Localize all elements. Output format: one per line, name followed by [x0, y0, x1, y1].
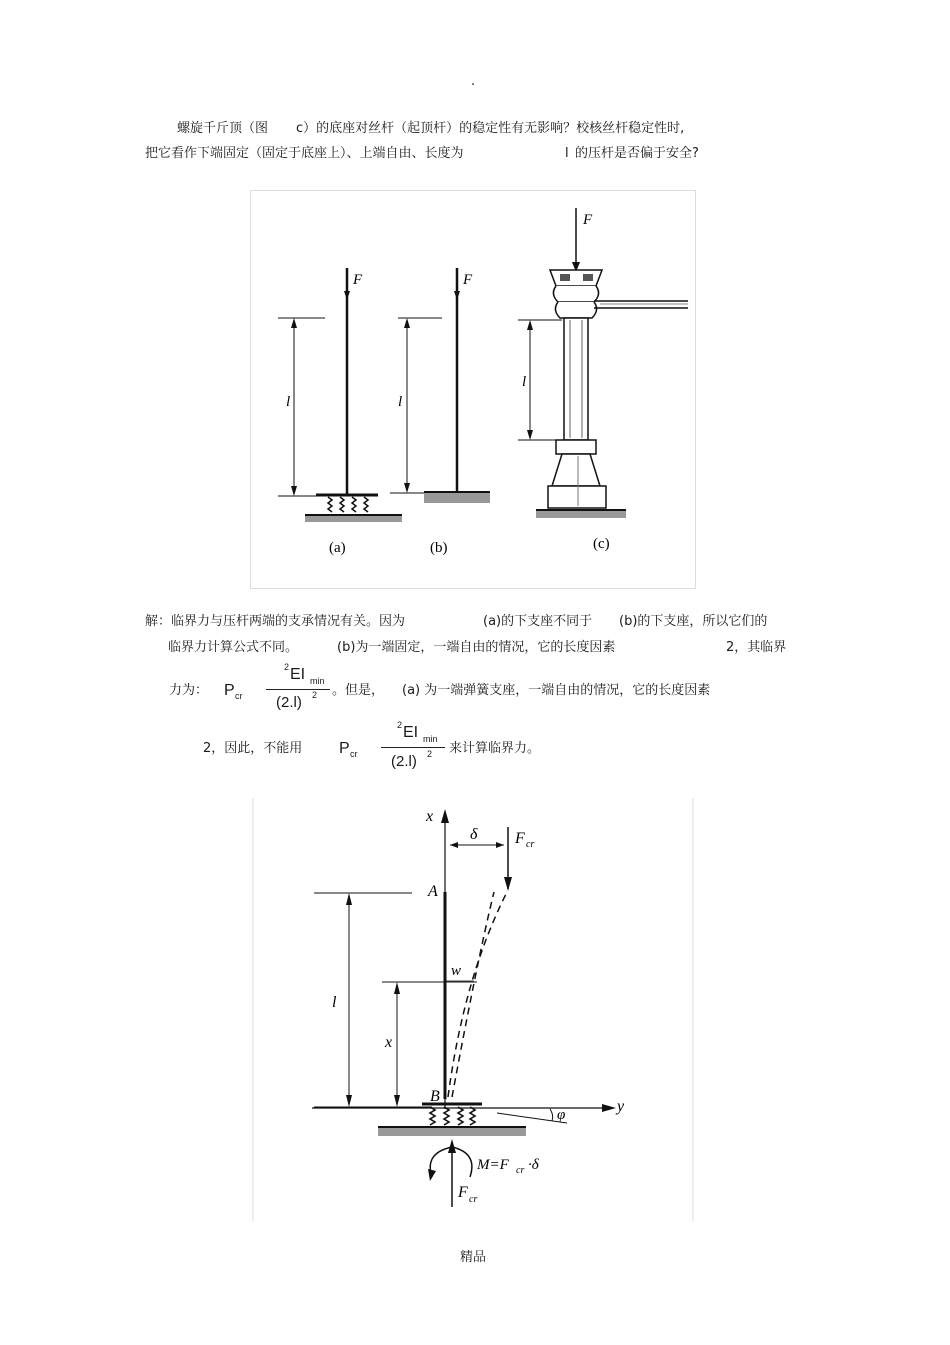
phi-label: φ [557, 1107, 566, 1123]
question-line2-l: l [565, 146, 569, 161]
moment-label: M=F [477, 1157, 509, 1173]
length-label-c: l [522, 374, 527, 390]
fcr-bottom-label: F [458, 1184, 468, 1201]
force-label-c: F [583, 212, 593, 228]
moment-sub: cr [516, 1165, 525, 1176]
question-line2-b: 的压杆是否偏于安全? [575, 146, 699, 161]
moment-tail: ·δ [528, 1157, 539, 1173]
solution-line1-a: 解：临界力与压杆两端的支承情况有关。因为 [145, 614, 406, 629]
figure-2 [252, 797, 694, 1222]
solution-line2-b: (b)为一端固定，一端自由的情况，它的长度因素 [337, 640, 616, 655]
column-b [390, 268, 490, 556]
critical-force-formula-1: P cr 2 EI min (2.l) 2 [222, 660, 332, 716]
question-line2-a: 把它看作下端固定（固定于底座上）、上端自由、长度为 [145, 146, 464, 161]
y-axis-label: y [617, 1098, 625, 1115]
critical-force-formula-2: P cr 2 EI min (2.l) 2 [337, 718, 449, 776]
footer-label: 精品 [460, 1250, 487, 1265]
solution-line1-b: (a)的下支座不同于 [483, 614, 593, 629]
fcr-top-sub: cr [526, 839, 535, 850]
question-line1-b: c）的底座对丝杆（起顶杆）的稳定性有无影响？校核丝杆稳定性时, [296, 121, 685, 136]
figure-1-svg [250, 190, 696, 590]
column-c-jack [518, 208, 688, 552]
header-dot: . [471, 74, 476, 89]
point-a-label: A [428, 883, 438, 900]
force-label-b: F [463, 272, 473, 288]
x-axis-label: x [426, 808, 434, 825]
solution-line3-c: (a) 为一端弹簧支座，一端自由的情况，它的长度因素 [402, 683, 711, 698]
length-x-label: x [385, 1034, 393, 1051]
question-line1-a: 螺旋千斤顶（图 [177, 121, 269, 136]
caption-c: (c) [593, 536, 610, 552]
solution-line2-a: 临界力计算公式不同。 [168, 640, 299, 655]
solution-line4-a: 2，因此，不能用 [203, 741, 303, 756]
caption-b: (b) [430, 540, 448, 556]
force-label-a: F [353, 272, 363, 288]
fcr-top-label: F [515, 830, 525, 847]
length-label-a: l [286, 394, 291, 410]
column-a [278, 268, 402, 556]
w-label: w [451, 963, 462, 979]
figure-2-svg [252, 797, 694, 1222]
solution-line1-c: (b)的下支座，所以它们的 [619, 614, 768, 629]
solution-line3-b: 。但是， [332, 683, 385, 698]
delta-label: δ [470, 826, 478, 843]
solution-line3-a: 力为： [169, 683, 209, 698]
solution-line4-b: 来计算临界力。 [449, 741, 541, 756]
length-label-b: l [398, 394, 403, 410]
point-b-label: B [430, 1088, 440, 1105]
fcr-bottom-sub: cr [469, 1194, 478, 1205]
solution-line2-c: 2，其临界 [726, 640, 787, 655]
figure-1 [250, 190, 696, 590]
length-l-label: l [332, 994, 337, 1011]
caption-a: (a) [329, 540, 346, 556]
